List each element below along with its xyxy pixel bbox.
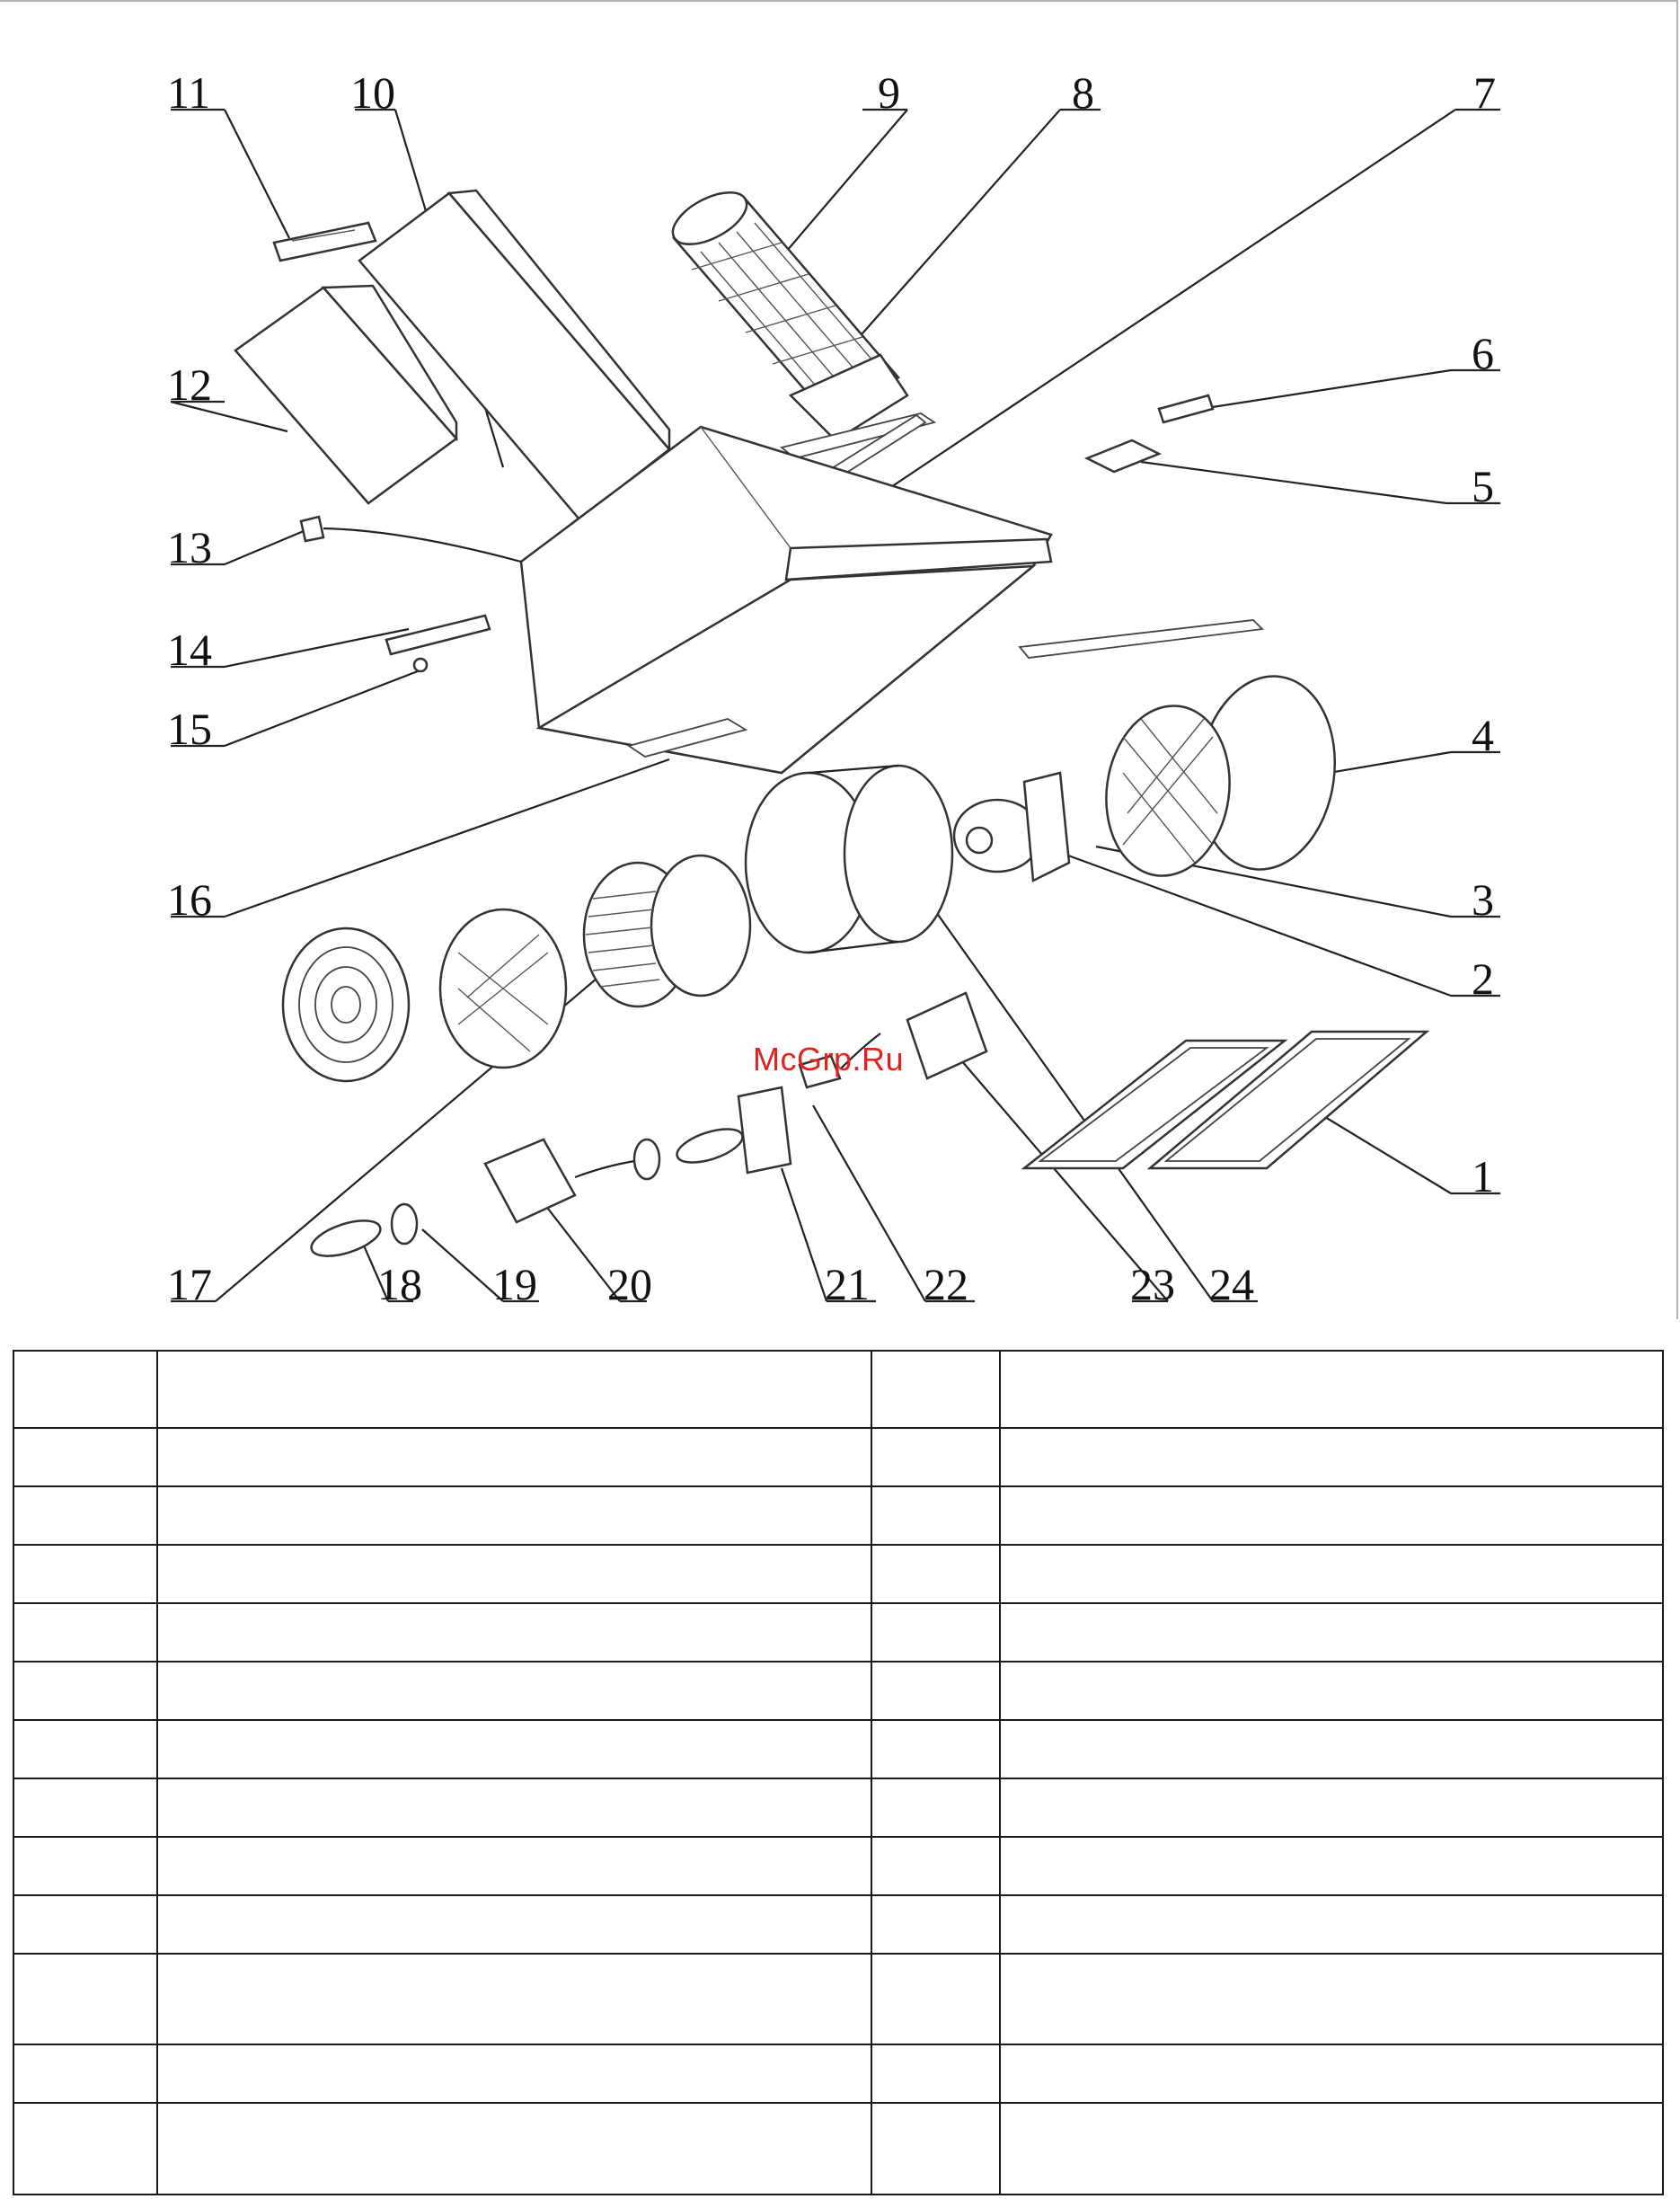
callout-20: 20 <box>607 1259 652 1309</box>
table-row <box>13 2044 1663 2103</box>
table-cell <box>1000 1720 1663 1778</box>
table-row <box>13 1545 1663 1603</box>
table-cell <box>871 1837 1000 1895</box>
table-row <box>13 1428 1663 1486</box>
callout-4: 4 <box>1472 710 1494 760</box>
part-switch-5 <box>1087 440 1159 472</box>
table-cell <box>871 1603 1000 1662</box>
table-cell <box>157 1428 871 1486</box>
callout-24: 24 <box>1209 1259 1254 1309</box>
part-cover-23 <box>907 993 986 1078</box>
part-bracket-14 <box>386 616 490 654</box>
table-cell <box>871 1954 1000 2044</box>
table-cell <box>157 1720 871 1778</box>
callout-21: 21 <box>825 1259 870 1309</box>
table-cell <box>13 1486 157 1545</box>
callout-3: 3 <box>1472 874 1494 925</box>
table-cell <box>13 1662 157 1720</box>
part-control-panel <box>1020 620 1262 658</box>
table-cell <box>13 2044 157 2103</box>
callout-22: 22 <box>924 1259 968 1309</box>
callout-1: 1 <box>1472 1151 1494 1201</box>
parts-table-body <box>13 1351 1663 2195</box>
callout-7: 7 <box>1473 67 1496 118</box>
table-cell <box>871 1545 1000 1603</box>
table-cell <box>157 1954 871 2044</box>
part-bracket-11 <box>274 223 376 261</box>
table-cell <box>13 1351 157 1428</box>
callout-15: 15 <box>167 704 212 754</box>
table-cell <box>1000 2103 1663 2195</box>
table-cell <box>871 2103 1000 2195</box>
table-cell <box>13 2103 157 2195</box>
table-row <box>13 1351 1663 1428</box>
table-cell <box>1000 1662 1663 1720</box>
table-cell <box>13 1778 157 1837</box>
part-cable-13 <box>301 517 521 562</box>
table-cell <box>157 1895 871 1954</box>
callout-6: 6 <box>1472 328 1494 378</box>
table-cell <box>871 1486 1000 1545</box>
table-cell <box>13 1428 157 1486</box>
table-cell <box>871 1778 1000 1837</box>
table-cell <box>1000 1428 1663 1486</box>
callout-9: 9 <box>878 67 900 118</box>
callout-23: 23 <box>1130 1259 1175 1309</box>
table-cell <box>13 1720 157 1778</box>
callout-19: 19 <box>492 1259 537 1309</box>
table-cell <box>871 1662 1000 1720</box>
callout-17: 17 <box>167 1259 212 1309</box>
table-cell <box>1000 1545 1663 1603</box>
part-impeller-17 <box>584 856 750 1006</box>
table-cell <box>1000 1954 1663 2044</box>
table-cell <box>157 1351 871 1428</box>
table-row <box>13 1603 1663 1662</box>
callout-18: 18 <box>377 1259 422 1309</box>
part-pcb-21 <box>738 1087 791 1173</box>
table-cell <box>13 1545 157 1603</box>
callout-12: 12 <box>167 359 212 410</box>
table-cell <box>871 1895 1000 1954</box>
callout-14: 14 <box>167 625 212 675</box>
part-fan-housing-24 <box>746 766 952 953</box>
table-cell <box>871 1351 1000 1428</box>
callout-10: 10 <box>350 67 395 118</box>
callout-8: 8 <box>1072 67 1094 118</box>
table-cell <box>1000 1895 1663 1954</box>
part-filter-cover-4 <box>1095 668 1347 884</box>
table-cell <box>1000 1778 1663 1837</box>
part-motor-2 <box>954 773 1069 881</box>
table-row <box>13 1954 1663 2044</box>
table-cell <box>1000 2044 1663 2103</box>
table-cell <box>13 1895 157 1954</box>
table-row <box>13 1837 1663 1895</box>
part-screw-15 <box>414 659 427 671</box>
table-cell <box>157 2044 871 2103</box>
parts-table <box>13 1350 1664 2195</box>
callout-13: 13 <box>167 522 212 572</box>
table-cell <box>157 1486 871 1545</box>
table-cell <box>157 1603 871 1662</box>
part-junction-box-20 <box>485 1139 647 1222</box>
callout-11: 11 <box>167 67 211 118</box>
table-cell <box>157 1545 871 1603</box>
table-cell <box>1000 1486 1663 1545</box>
part-duct-9 <box>665 182 907 440</box>
table-cell <box>1000 1603 1663 1662</box>
table-row <box>13 1895 1663 1954</box>
part-switch-6 <box>1159 395 1213 422</box>
table-row <box>13 1720 1663 1778</box>
table-cell <box>13 1603 157 1662</box>
table-cell <box>1000 1351 1663 1428</box>
table-cell <box>1000 1837 1663 1895</box>
table-cell <box>13 1837 157 1895</box>
callout-5: 5 <box>1472 461 1494 511</box>
table-row <box>13 2103 1663 2195</box>
table-cell <box>157 2103 871 2195</box>
watermark: McGrp.Ru <box>753 1041 905 1077</box>
table-cell <box>13 1954 157 2044</box>
table-row <box>13 1486 1663 1545</box>
table-cell <box>157 1662 871 1720</box>
callout-2: 2 <box>1472 953 1494 1004</box>
table-row <box>13 1662 1663 1720</box>
table-cell <box>871 2044 1000 2103</box>
table-cell <box>871 1428 1000 1486</box>
table-cell <box>157 1837 871 1895</box>
part-grease-filters-1 <box>1024 1032 1427 1168</box>
part-carbon-filter <box>283 909 566 1081</box>
table-row <box>13 1778 1663 1837</box>
table-cell <box>871 1720 1000 1778</box>
table-cell <box>157 1778 871 1837</box>
callout-16: 16 <box>167 874 212 925</box>
